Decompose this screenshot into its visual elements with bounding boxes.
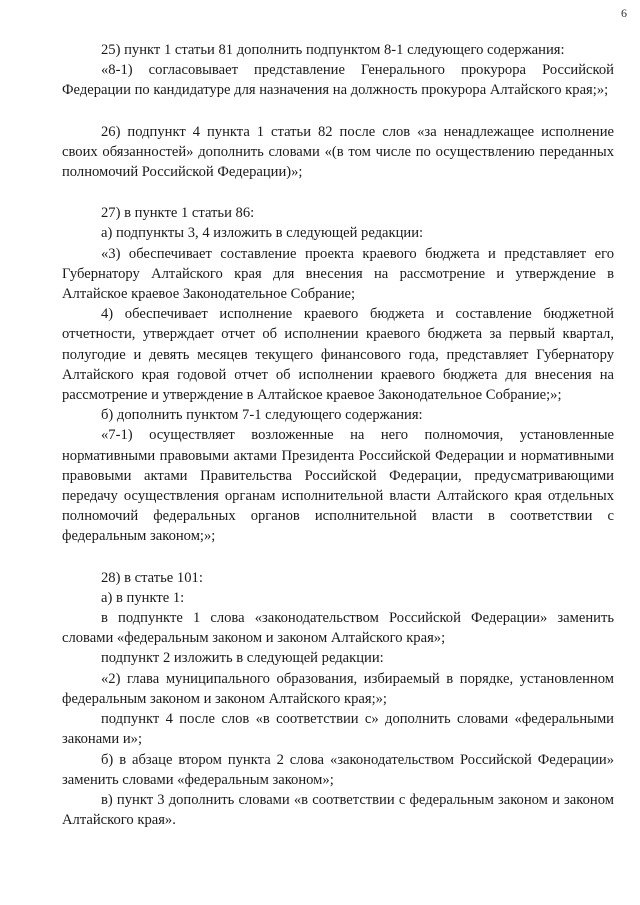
paragraph: 25) пункт 1 статьи 81 дополнить подпунктом 8-1 следующего содержания: [101, 42, 565, 58]
page-number: 6 [621, 6, 627, 20]
paragraph: 26) подпункт 4 пункта 1 статьи 82 после слов «за ненадлежащее исполнение своих обязанностей» дополнить словами «(в том числе по осуществлению переданных полномочий Российской Федерации)»; [62, 123, 614, 181]
paragraph: подпункт 4 после слов «в соответствии с» дополнить словами «федеральными законами и»; [62, 711, 614, 748]
paragraph: 28) в статье 101: [101, 569, 203, 586]
document-body [62, 40, 614, 830]
paragraph: «7-1) осуществляет возложенные на него полномочия, установленные нормативными правовыми актами Президента Российской Федерации и нормативными правовыми актами Правительства Российской Федерации, предусматривающими передачу осуществления органам исполнительной власти Алтайского края отдельных полномочий федеральных органов исполнительной власти в соответствии с федеральным законом;»; [62, 427, 614, 545]
paragraph: а) подпункты 3, 4 изложить в следующей редакции: [101, 225, 424, 242]
paragraph: в подпункте 1 слова «законодательством Российской Федерации» заменить словами «федеральным законом и законом Алтайского края»; [62, 610, 614, 647]
paragraph: 4) обеспечивает исполнение краевого бюджета и составление бюджетной отчетности, утверждает отчет об исполнении краевого бюджета за первый квартал, полугодие и девять месяцев текущего финансового года, представляет Губернатору Алтайского края годовой отчет об исполнении краевого бюджета для внесения на рассмотрение и утверждение в Алтайское краевое Законодательное Собрание;»; [62, 306, 614, 404]
paragraph: в) пункт 3 дополнить словами «в соответствии с федеральным законом и законом Алтайского края». [62, 791, 614, 829]
paragraph: б) дополнить пунктом 7-1 следующего содержания: [101, 407, 423, 424]
paragraph: подпункт 2 изложить в следующей редакции: [101, 650, 384, 667]
paragraph: «3) обеспечивает составление проекта краевого бюджета и представляет его Губернатору Алтайского края для внесения на рассмотрение и утверждение в Алтайское краевое Законодательное Собрание; [62, 245, 614, 303]
paragraph: б) в абзаце втором пункта 2 слова «законодательством Российской Федерации» заменить словами «федеральным законом»; [62, 751, 614, 788]
paragraph: 27) в пункте 1 статьи 86: [101, 205, 255, 222]
paragraph: «2) глава муниципального образования, избираемый в порядке, установленном федеральным законом и законом Алтайского края;»; [62, 670, 614, 707]
paragraph: а) в пункте 1: [101, 589, 185, 606]
paragraph: «8-1) согласовывает представление Генерального прокурора Российской Федерации по кандидатуре для назначения на должность прокурора Алтайского края;»; [62, 62, 614, 99]
